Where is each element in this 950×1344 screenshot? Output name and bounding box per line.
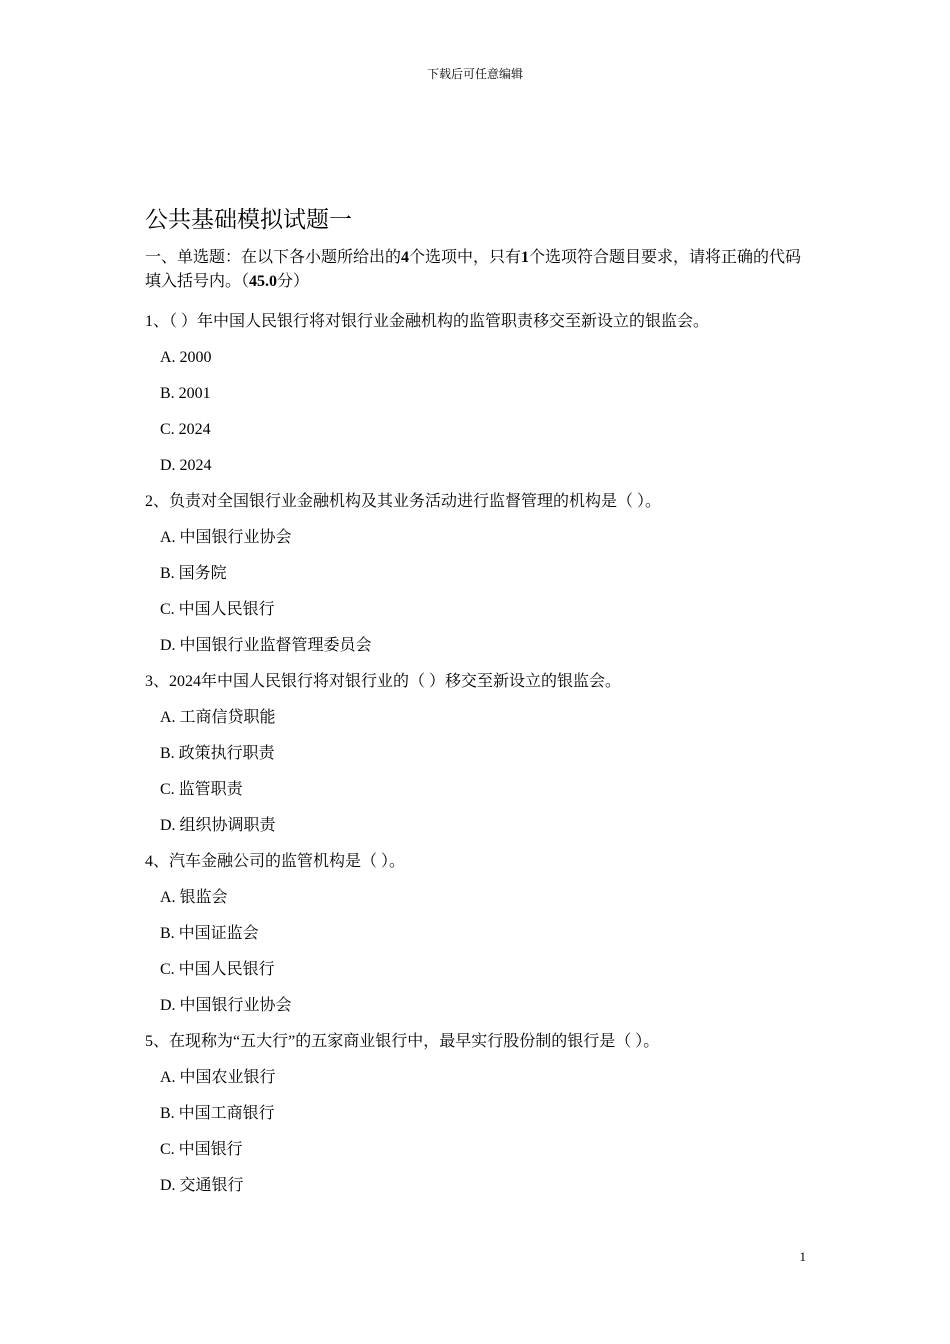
question-2 [145,484,805,664]
question-5 [145,1024,805,1204]
question-1 [145,304,805,484]
option-b: B. 政策执行职责 [160,745,275,762]
option-c: C. 监管职责 [160,781,243,798]
option-b: B. 中国证监会 [160,925,259,942]
instructions-text-3: 个选项符合题目要求，请将正确的代码填入括号内。（ [145,249,802,290]
option-c: C. 中国银行 [160,1141,243,1158]
option-c: C. 中国人民银行 [160,601,275,618]
option-a: A. 2000 [160,349,212,366]
option-a: A. 中国银行业协会 [160,529,292,546]
document-title: 公共基础模拟试题一 [145,207,352,232]
instructions-text-2: 个选项中，只有 [409,249,522,266]
option-c: C. 中国人民银行 [160,961,275,978]
section-score: 45.0 [249,273,278,290]
option-count: 4 [401,249,410,266]
option-b: B. 2001 [160,385,211,402]
option-b: B. 中国工商银行 [160,1105,275,1122]
question-stem: 3、2024年中国人民银行将对银行业的（ ）移交至新设立的银监会。 [145,673,622,690]
option-a: A. 工商信贷职能 [160,709,276,726]
question-stem: 2、负责对全国银行业金融机构及其业务活动进行监督管理的机构是（ ）。 [145,493,662,510]
option-d: D. 中国银行业监督管理委员会 [160,637,372,654]
question-stem: 5、在现称为“五大行”的五家商业银行中，最早实行股份制的银行是（ ）。 [145,1033,660,1050]
option-a: A. 中国农业银行 [160,1069,276,1086]
correct-count: 1 [521,249,530,266]
page-header-note: 下载后可任意编辑 [426,67,523,81]
page-number: 1 [799,1249,806,1264]
option-b: B. 国务院 [160,565,227,582]
question-stem: 1、（ ）年中国人民银行将对银行业金融机构的监管职责移交至新设立的银监会。 [145,313,710,330]
section-instructions [145,246,805,294]
document-body [145,204,805,1204]
option-c: C. 2024 [160,421,211,438]
option-d: D. 组织协调职责 [160,817,276,834]
instructions-text-1: 一、单选题：在以下各小题所给出的 [145,249,402,266]
question-4 [145,844,805,1024]
option-d: D. 2024 [160,457,212,474]
instructions-text-4: 分） [277,273,310,290]
question-3 [145,664,805,844]
option-d: D. 交通银行 [160,1177,244,1194]
question-stem: 4、汽车金融公司的监管机构是（ ）。 [145,853,406,870]
option-d: D. 中国银行业协会 [160,997,292,1014]
option-a: A. 银监会 [160,889,228,906]
